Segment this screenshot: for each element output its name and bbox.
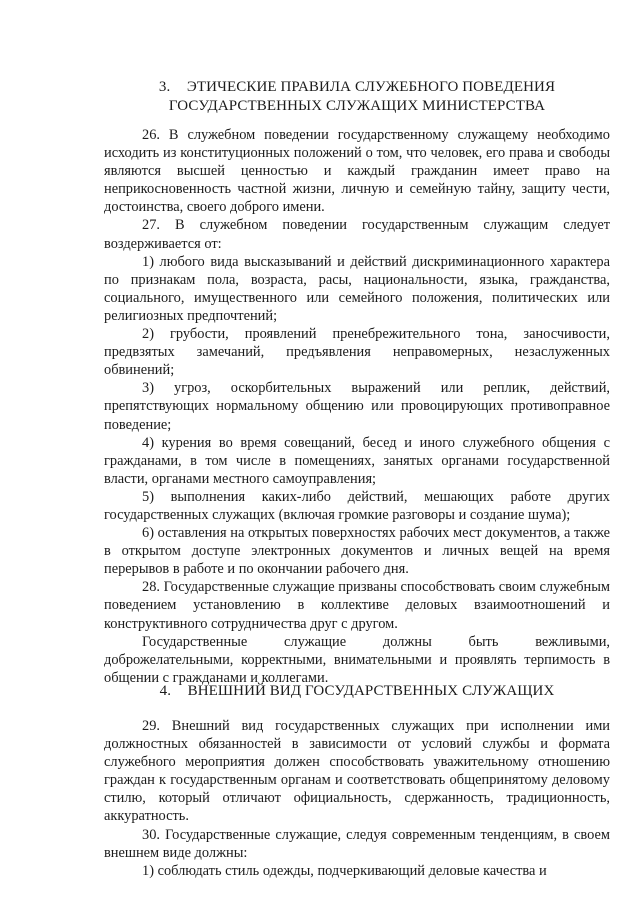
paragraph-30: 30. Государственные служащие, следуя современным тенденциям, в своем внешнем виде должны: [104,826,610,861]
section-3-title-line-2: ГОСУДАРСТВЕННЫХ СЛУЖАЩИХ МИНИСТЕРСТВА [168,98,546,114]
section-4-number: 4. [159,683,172,699]
section-4-body [104,717,610,880]
list-item-30-1: 1) соблюдать стиль одежды, подчеркивающий деловые качества и [142,862,547,879]
section-3-title-line-1: ЭТИЧЕСКИЕ ПРАВИЛА СЛУЖЕБНОГО ПОВЕДЕНИЯ [186,79,556,95]
section-4-title: ВНЕШНИЙ ВИД ГОСУДАРСТВЕННЫХ СЛУЖАЩИХ [187,683,555,699]
list-item-27-1: 1) любого вида высказываний и действий дискриминационного характера по признакам пола, возраста, расы, национальности, языка, гражданства, социального, имущественного или семейного положения, политических или религиозных предпочтений; [104,253,610,324]
paragraph-28: 28. Государственные служащие призваны способствовать своим служебным поведением установлению в коллективе деловых взаимоотношений и конструктивного сотрудничества друг с другом. [104,579,610,632]
paragraph-26: 26. В служебном поведении государственному служащему необходимо исходить из конституционных положений о том, что человек, его права и свободы являются высшей ценностью и каждый гражданин имеет право на неприкосновенность частной жизни, личную и семейную тайну, защиту чести, достоинства, своего доброго имени. [104,127,610,216]
paragraph-29: 29. Внешний вид государственных служащих при исполнении ими должностных обязанностей в зависимости от условий службы и формата служебного мероприятия должен способствовать уважительному отношению граждан к государственным органам и соответствовать общепринятому деловому стилю, который отличают официальность, сдержанность, традиционность, аккуратность. [104,718,610,825]
list-item-27-4: 4) курения во время совещаний, бесед и иного служебного общения с гражданами, в том числе в помещениях, занятых органами государственной власти, органами местного самоуправления; [104,434,610,487]
paragraph-28-continued: Государственные служащие должны быть вежливыми, доброжелательными, корректными, внимательными и проявлять терпимость в общении с гражданами и коллегами. [104,633,610,686]
paragraph-27: 27. В служебном поведении государственным служащим следует воздерживается от: [104,217,610,252]
section-3-number: 3. [158,79,171,95]
section-3-heading-line-1 [104,78,610,97]
list-item-27-5: 5) выполнения каких-либо действий, мешающих работе других государственных служащих (включая громкие разговоры и создание шума); [104,488,610,523]
section-3-heading [104,78,610,116]
list-item-27-6: 6) оставления на открытых поверхностях рабочих мест документов, а также в открытом доступе электронных документов и личных вещей на время перерывов в работе и по окончании рабочего дня. [104,525,610,578]
list-item-27-3: 3) угроз, оскорбительных выражений или реплик, действий, препятствующих нормальному общению или провоцирующих противоправное поведение; [104,380,610,433]
list-item-27-2: 2) грубости, проявлений пренебрежительного тона, заносчивости, предвзятых замечаний, предъявления неправомерных, незаслуженных обвинений; [104,326,610,379]
section-3-body [104,126,610,687]
section-4-heading [104,682,610,701]
